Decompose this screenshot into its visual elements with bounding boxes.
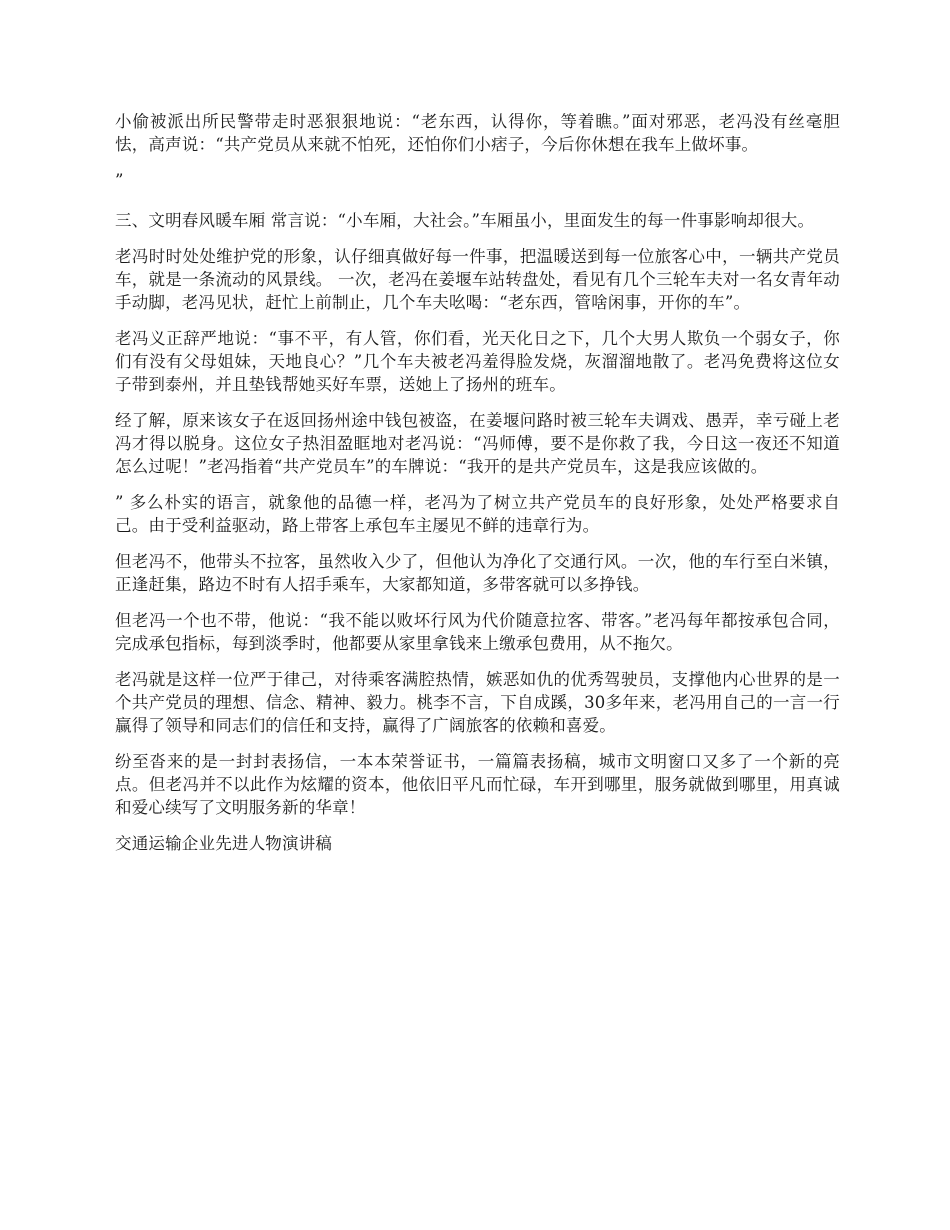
paragraph-1: 小偷被派出所民警带走时恶狠狠地说：“老东西，认得你，等着瞧。”面对邪恶，老冯没有丝毫胆怯，高声说：“共产党员从来就不怕死，还怕你们小痞子，今后你休想在我车上做坏事。 [115,112,840,154]
paragraph-4: 老冯时时处处维护党的形象，认仔细真做好每一件事，把温暖送到每一位旅客心中，一辆共产党员车，就是一条流动的风景线。 一次，老冯在姜堰车站转盘处，看见有几个三轮车夫对一名女青年动手动脚，老冯见状，赶忙上前制止，几个车夫吆喝：“老东西，管啥闲事，开你的车”。 [115,247,840,312]
paragraph-2: ” [115,171,124,190]
paragraph-10: 老冯就是这样一位严于律己，对待乘客满腔热情，嫉恶如仇的优秀驾驶员，支撑他内心世界的是一个共产党员的理想、信念、精神、毅力。桃李不言，下自成蹊，30多年来，老冯用自己的一言一行赢得了领导和同志们的信任和支持，赢得了广阔旅客的依赖和喜爱。 [115,670,840,735]
document-page [115,110,840,868]
section-heading-paragraph: 三、文明春风暖车厢 常言说：“小车厢，大社会。”车厢虽小，里面发生的每一件事影响却很大。 [115,211,815,230]
paragraph-9: 但老冯一个也不带，他说：“我不能以败坏行风为代价随意拉客、带客。”老冯每年都按承包合同，完成承包指标，每到淡季时，他都要从家里拿钱来上缴承包费用，从不拖欠。 [115,611,840,653]
document-footer-title: 交通运输企业先进人物演讲稿 [115,834,333,853]
paragraph-11: 纷至沓来的是一封封表扬信，一本本荣誉证书，一篇篇表扬稿，城市文明窗口又多了一个新的亮点。但老冯并不以此作为炫耀的资本，他依旧平凡而忙碌，车开到哪里，服务就做到哪里，用真诚和爱心续写了文明服务新的华章！ [115,752,840,817]
paragraph-8: 但老冯不，他带头不拉客，虽然收入少了，但他认为净化了交通行风。一次，他的车行至白米镇，正逢赶集，路边不时有人招手乘车，大家都知道，多带客就可以多挣钱。 [115,552,840,594]
paragraph-7: ” 多么朴实的语言，就象他的品德一样，老冯为了树立共产党员车的良好形象，处处严格要求自己。由于受利益驱动，路上带客上承包车主屡见不鲜的违章行为。 [115,493,840,535]
paragraph-6: 经了解，原来该女子在返回扬州途中钱包被盗，在姜堰问路时被三轮车夫调戏、愚弄，幸亏碰上老冯才得以脱身。这位女子热泪盈眶地对老冯说：“冯师傅，要不是你救了我，今日这一夜还不知道怎么过呢！”老冯指着“共产党员车”的车牌说：“我开的是共产党员车，这是我应该做的。 [115,411,840,476]
paragraph-5: 老冯义正辞严地说：“事不平，有人管，你们看，光天化日之下，几个大男人欺负一个弱女子，你们有没有父母姐妹，天地良心？”几个车夫被老冯羞得脸发烧，灰溜溜地散了。老冯免费将这位女子带到泰州，并且垫钱帮她买好车票，送她上了扬州的班车。 [115,329,840,394]
